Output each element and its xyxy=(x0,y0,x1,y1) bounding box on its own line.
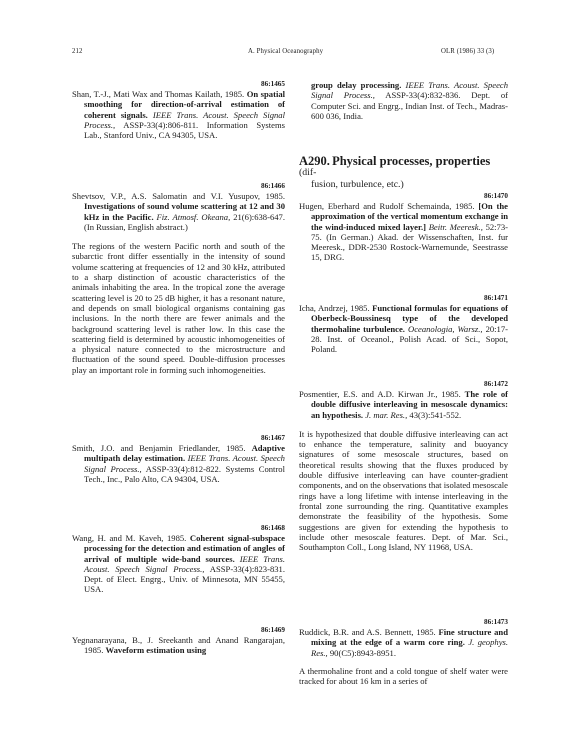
citation-journal: IEEE Trans. Acoust. Speech Signal Process., xyxy=(311,80,508,101)
citation-authors: Yegnanarayana, B., J. Sreekanth and Anand Rangarajan, 1985. xyxy=(72,635,285,656)
section-title: Physical processes, properties xyxy=(332,154,491,168)
citation-journal: Oceanologia, Warsz., xyxy=(407,323,483,334)
entry-86-1469 xyxy=(72,626,285,656)
citation-authors: Shan, T.-J., Mati Wax and Thomas Kailath, 1985. xyxy=(72,89,245,99)
citation-details: 20:17-28. Inst. of Oceanol., Polish Acad. of Sci., Sopot, Poland. xyxy=(311,323,508,355)
citation xyxy=(72,191,285,232)
citation-journal: IEEE Trans. Acoust. Speech Signal Process., xyxy=(84,453,285,474)
citation-title: Functional formulas for equations of Oberbeck-Boussinesq type of the developed thermohaline turbulence. xyxy=(311,303,509,334)
citation-journal: J. mar. Res., xyxy=(365,409,408,420)
citation-title: The role of double diffusive interleaving in mesoscale dynamics: an hypothesis. xyxy=(311,389,508,420)
citation-title: group delay processing. xyxy=(311,80,402,90)
entry-86-1466 xyxy=(72,182,285,375)
entry-86-1465 xyxy=(72,80,285,140)
abstract: A thermohaline front and a cold tongue of shelf water were tracked for about 16 km in a series of xyxy=(299,665,508,687)
accession-number: 86:1467 xyxy=(261,434,285,442)
section-subtitle-start: (dif- xyxy=(299,167,317,179)
citation-authors: Shevtsov, V.P., A.S. Salomatin and V.I. Yusupov, 1985. xyxy=(72,191,285,201)
citation-journal: IEEE Trans. Acoust. Speech Signal Process., xyxy=(84,109,285,130)
abstract: The regions of the western Pacific north and south of the subarctic front differ essentially in the intensity of sound volume scattering at frequencies of 12 and 30 kHz, attributed to a sharp distinction of acoustic characteristics of the animals inhabiting the area. In the tropical zone the average scattering level is 20 to 25 dB higher, it has a resonant nature, and depends on small biological organisms containing gas inclusions. In the north there are fewer animals and the background scattering level is rather low. In this case the scattering field is determined by acoustic inhomogeneities of a physical nature connected to the microstructure and fluctuation of the sound speed. Double-diffusion processes play an important role in forming such inhomogeneities. xyxy=(72,241,285,375)
running-head-issue: OLR (1986) 33 (3) xyxy=(441,48,495,55)
entry-86-1469-continued xyxy=(299,80,508,121)
abstract: It is hypothesized that double diffusive interleaving can act to enhance the temperature, salinity and buoyancy signatures of some mesoscale structures, based on theoretical results showing that the fluxes produced by double diffusive interleaving can have counter-gradient components, and on the observations that isolated mesoscale rings have a long lifetime with intense interleaving in the frontal zone surrounding the ring. Quantitative examples demonstrate the feasibility of the hypothesis. Some suggestions are given for extending the hypothesis to include other mesoscale features. Dept. of Mar. Sci., Southampton Coll., Long Island, NY 11968, USA. xyxy=(299,428,508,553)
entry-86-1472 xyxy=(299,380,508,552)
citation-title: Fine structure and mixing at the edge of a warm core ring. xyxy=(311,627,508,648)
citation-journal: Beitr. Meeresk., xyxy=(428,221,483,232)
citation-title: Coherent signal-subspace processing for the detection and estimation of angles of arrival of multiple wide-band sources. xyxy=(84,533,285,564)
citation-authors: Ruddick, B.R. and A.S. Bennett, 1985. xyxy=(299,627,436,637)
section-code: A290. xyxy=(299,154,330,168)
accession-number: 86:1473 xyxy=(484,618,508,626)
accession-number: 86:1472 xyxy=(484,380,508,388)
citation-authors: Hugen, Eberhard and Rudolf Schemainda, 1985. xyxy=(299,201,475,211)
citation-details: 90(C5):8943-8951. xyxy=(329,647,396,658)
section-heading xyxy=(299,156,508,191)
citation xyxy=(299,201,508,263)
running-head-section: A. Physical Oceanography xyxy=(248,48,324,55)
citation xyxy=(299,303,508,354)
citation-title: Investigations of sound volume scattering at 12 and 30 kHz in the Pacific. xyxy=(84,201,285,222)
entry-86-1473 xyxy=(299,618,508,686)
citation-journal: Fiz. Atmosf. Okeana, xyxy=(156,211,231,222)
citation-journal: IEEE Trans. Acoust. Speech Signal Process., xyxy=(84,553,285,574)
accession-number: 86:1471 xyxy=(484,294,508,302)
citation-journal: J. geophys. Res., xyxy=(311,637,508,658)
entry-86-1470 xyxy=(299,192,508,263)
citation-title: Waveform estimation using xyxy=(105,645,207,656)
citation-continued xyxy=(299,80,508,121)
entry-86-1471 xyxy=(299,294,508,354)
citation-authors: Posmentier, E.S. and A.D. Kirwan Jr., 1985. xyxy=(299,389,461,399)
citation xyxy=(72,533,285,595)
citation-authors: Wang, H. and M. Kaveh, 1985. xyxy=(72,533,187,543)
entry-86-1468 xyxy=(72,524,285,595)
citation xyxy=(299,627,508,658)
accession-number: 86:1469 xyxy=(261,626,285,634)
citation-details: 52:73-75. (In German.) Akad. der Wissenschaften, Inst. fur Meeresk., DDR-2530 Rostock-Warnemunde, Seestrasse 15, DRG. xyxy=(311,221,508,263)
citation-authors: Smith, J.O. and Benjamin Friedlander, 1985. xyxy=(72,443,246,453)
accession-number: 86:1466 xyxy=(261,182,285,190)
accession-number: 86:1465 xyxy=(261,80,285,88)
citation-details: ASSP-33(4):812-822. Systems Control Tech., Inc., Palo Alto, CA 94304, USA. xyxy=(84,463,285,484)
accession-number: 86:1470 xyxy=(484,192,508,200)
citation-details: 43(3):541-552. xyxy=(409,409,462,420)
citation xyxy=(72,635,285,656)
citation-details: ASSP-33(4):832-836. Dept. of Computer Sci. and Engrg., Indian Inst. of Tech., Madras-600 036, India. xyxy=(311,90,508,121)
citation-title: [On the approximation of the vertical momentum exchange in the wind-induced mixed layer.] xyxy=(311,201,508,232)
entry-86-1467 xyxy=(72,434,285,484)
citation xyxy=(72,443,285,484)
citation-authors: Icha, Andrzej, 1985. xyxy=(299,303,370,313)
page-number: 212 xyxy=(72,48,83,55)
citation-details: 21(6):638-647. (In Russian, English abstract.) xyxy=(84,211,285,232)
citation-details: ASSP-33(4):806-811. Information Systems Lab., Stanford Univ., CA 94305, USA. xyxy=(84,119,285,141)
citation-title: Adaptive multipath delay estimation. xyxy=(84,443,285,464)
citation-title: On spatial smoothing for direction-of-arrival estimation of coherent signals. xyxy=(84,89,286,120)
accession-number: 86:1468 xyxy=(261,524,285,532)
citation xyxy=(299,389,508,420)
citation-details: ASSP-33(4):823-831. Dept. of Elect. Engrg., Univ. of Minnesota, MN 55455, USA. xyxy=(84,563,285,595)
section-subtitle-end: fusion, turbulence, etc.) xyxy=(311,178,404,190)
citation xyxy=(72,89,285,140)
